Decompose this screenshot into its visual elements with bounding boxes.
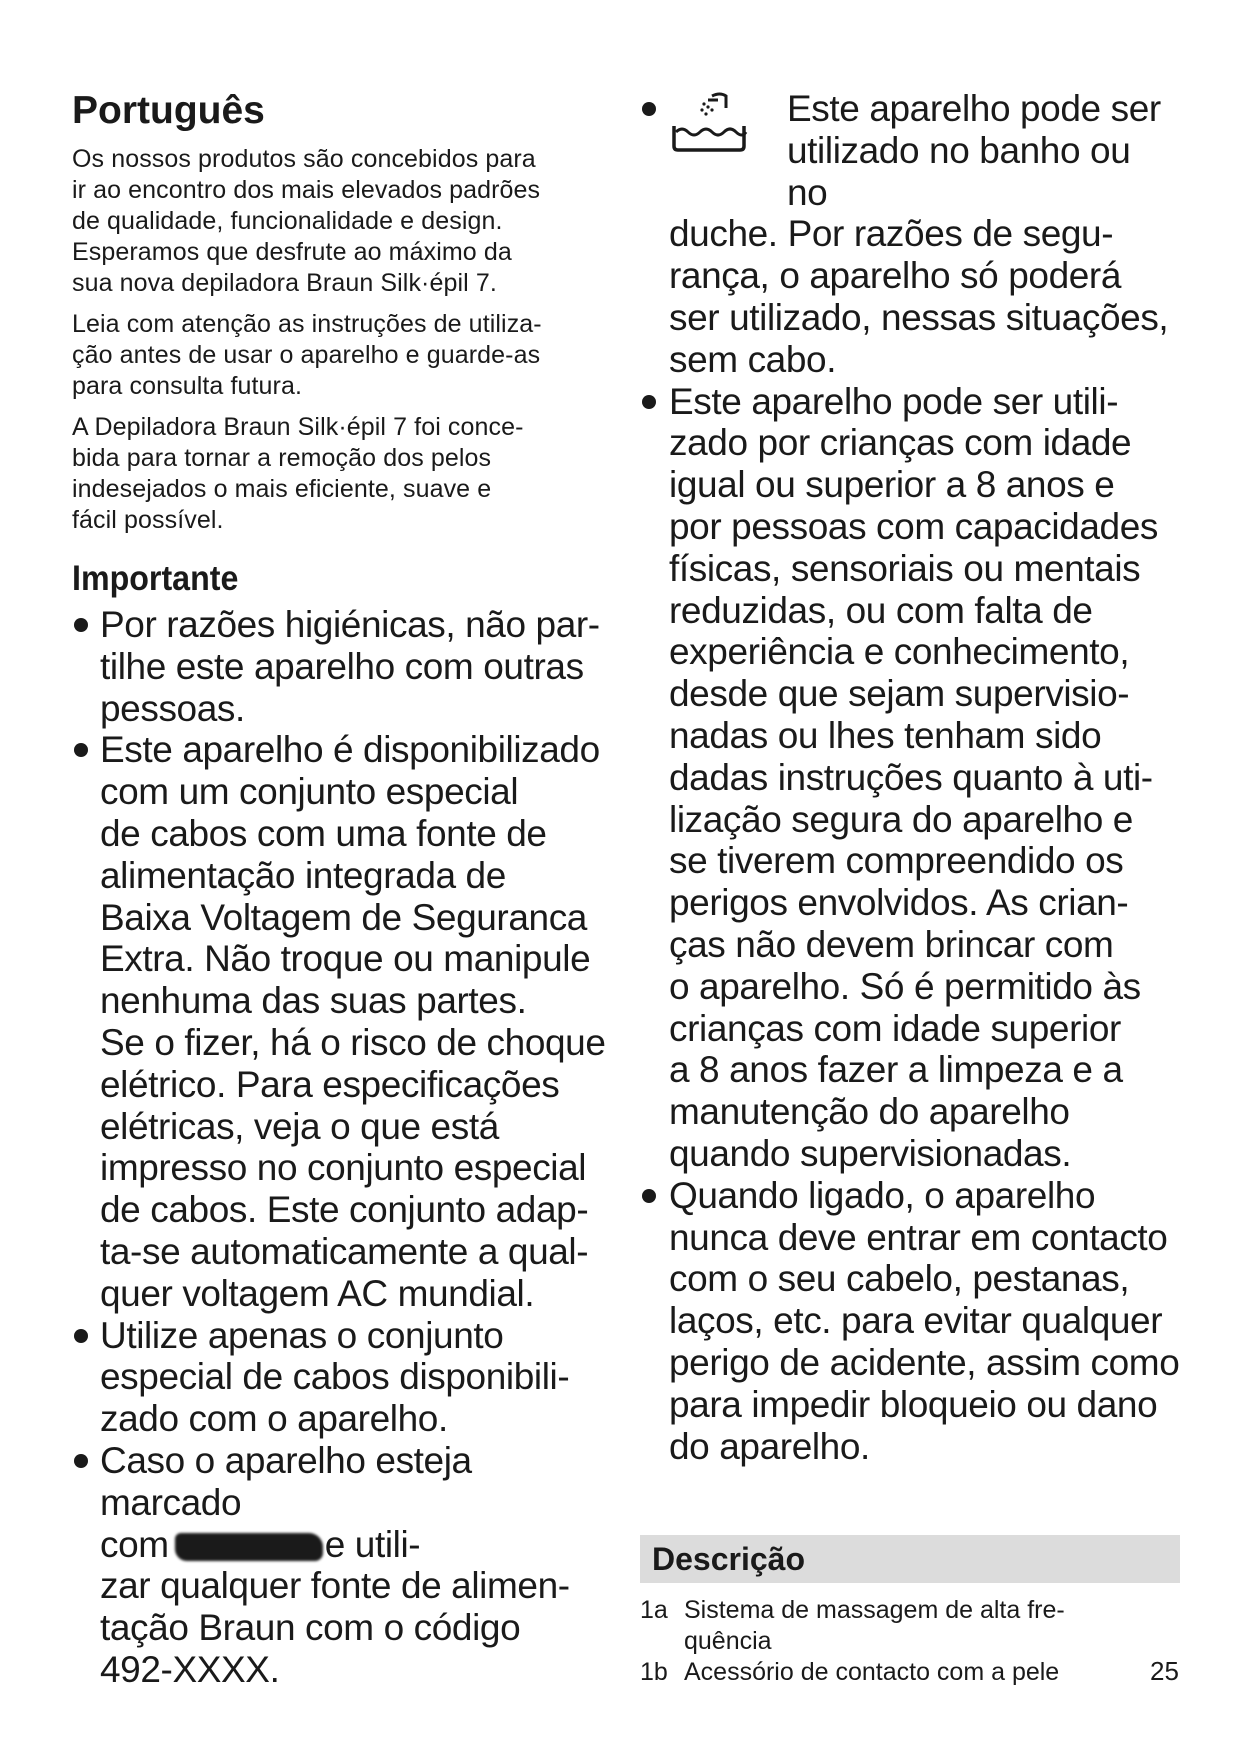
bullet-text-start: Caso o aparelho esteja marcado com — [100, 1439, 472, 1565]
description-item-text: Acessório de contacto com a pele — [684, 1658, 1060, 1687]
bullet-text — [100, 1440, 612, 1691]
bullet-dot-icon — [74, 1329, 88, 1343]
description-heading-bar — [640, 1535, 1180, 1583]
description-list — [640, 1595, 1180, 1688]
right-column — [640, 88, 1180, 1688]
page-number: 25 — [1150, 1656, 1179, 1686]
redacted-mark-icon — [175, 1533, 323, 1561]
list-item — [72, 1440, 612, 1691]
bath-line-2: utilizado no banho ou no — [787, 129, 1131, 213]
description-item-text: Sistema de massagem de alta fre- quência — [684, 1596, 1065, 1656]
description-item-number: 1b — [640, 1658, 668, 1687]
intro-paragraph-3: A Depiladora Braun Silk·épil 7 foi conce- bida para tornar a remoção dos pelos indesejados o mais eficiente, suave e fácil possível. — [72, 413, 524, 534]
bullet-dot-icon — [74, 743, 88, 757]
important-bullet-list — [72, 604, 612, 1691]
bath-shower-icon — [668, 88, 750, 154]
bullet-text-rest: zar qualquer fonte de alimen- tação Braun com o código 492-XXXX. — [100, 1565, 570, 1690]
bullet-dot-icon — [74, 1454, 88, 1468]
list-item — [640, 1595, 1180, 1657]
important-heading: Importante — [72, 559, 239, 598]
bullet-text: Utilize apenas o conjunto especial de cabos disponibili- zado com o aparelho. — [100, 1314, 570, 1440]
bullet-text: Este aparelho é disponibilizado com um conjunto especial de cabos com uma fonte de alimentação integrada de Baixa Voltagem de Seguranca Extra. Não troque ou manipule nenhuma das suas partes. Se o fizer, há o risco de choque elétrico. Para especificações elétricas, veja o que está impresso no conjunto especial de cabos. Este conjunto adap- ta-se automaticamente a qual- quer voltagem AC mundial. — [100, 729, 606, 1314]
list-item — [72, 1315, 612, 1440]
bullet-text: Quando ligado, o aparelho nunca deve entrar em contacto com o seu cabelo, pestanas, laços, etc. para evitar qualquer perigo de acidente, assim como para impedir bloqueio ou dano do aparelho. — [669, 1174, 1180, 1467]
bullet-dot-icon — [642, 102, 656, 116]
list-item — [72, 604, 612, 729]
list-item — [640, 88, 1180, 381]
list-item — [72, 729, 612, 1314]
left-column — [72, 88, 612, 1691]
bullet-text-after-mark: e utili- — [324, 1523, 421, 1565]
list-item — [640, 381, 1180, 1175]
right-bullet-list — [640, 88, 1180, 1467]
list-item — [640, 1657, 1180, 1688]
intro-paragraph-1: Os nossos produtos são concebidos para ir ao encontro dos mais elevados padrões de qualidade, funcionalidade e design. Esperamos que desfrute ao máximo da sua nova depiladora Braun Silk·épil 7. — [72, 145, 541, 297]
bullet-dot-icon — [642, 1189, 656, 1203]
bullet-dot-icon — [74, 618, 88, 632]
intro-paragraph-2: Leia com atenção as instruções de utiliza- ção antes de usar o aparelho e guarde-as para consulta futura. — [72, 310, 542, 400]
page-title: Português — [72, 89, 265, 132]
bullet-dot-icon — [642, 395, 656, 409]
bullet-text: Por razões higiénicas, não par- tilhe este aparelho com outras pessoas. — [100, 604, 600, 729]
bath-text-rest: duche. Por razões de segu- rança, o aparelho só poderá ser utilizado, nessas situações, sem cabo. — [669, 213, 1169, 380]
bath-line-1: Este aparelho pode ser — [787, 88, 1161, 129]
list-item — [640, 1175, 1180, 1468]
description-item-number: 1a — [640, 1596, 668, 1625]
bullet-text: Este aparelho pode ser utili- zado por crianças com idade igual ou superior a 8 anos e por pessoas com capacidades físicas, sensoriais ou mentais reduzidas, ou com falta de experiência e conhecimento, desde que sejam supervisio- nadas ou lhes tenham sido dadas instruções quanto à uti- lização segura do aparelho e se tiverem compreendido os perigos envolvidos. As crian- ças não devem brincar com o aparelho. Só é permitido às crianças com idade superior a 8 anos fazer a limpeza e a manutenção do aparelho quando supervisionadas. — [669, 380, 1158, 1174]
description-heading: Descrição — [652, 1540, 805, 1577]
